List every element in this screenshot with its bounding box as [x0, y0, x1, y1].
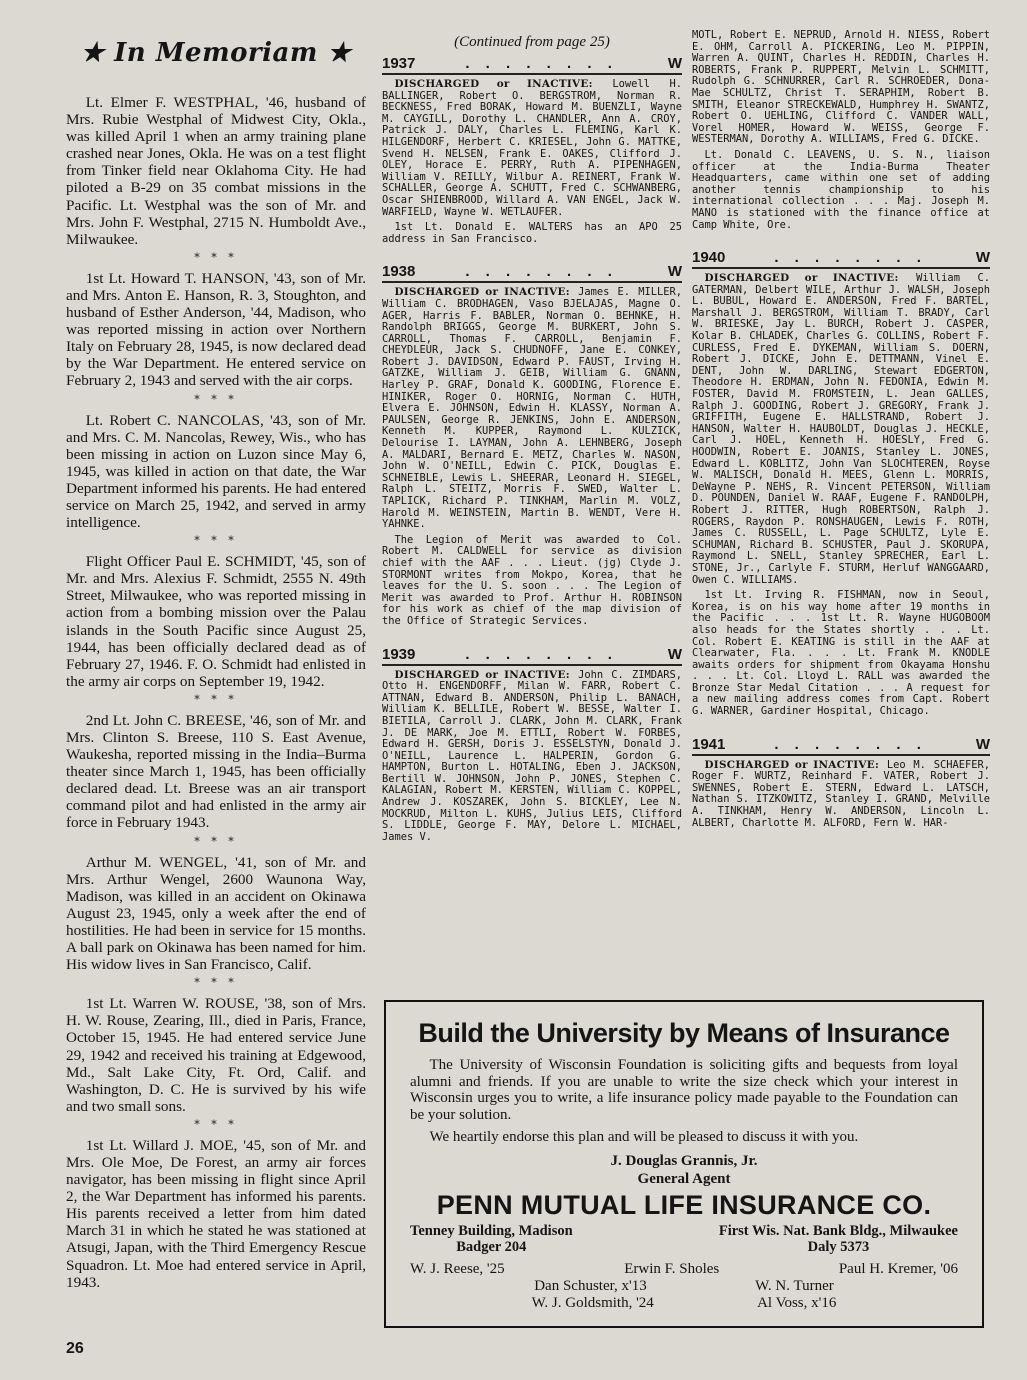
class-news-1937: [382, 79, 682, 218]
discharged-label: DISCHARGED or INACTIVE:: [704, 272, 899, 285]
class-letter: W: [975, 249, 990, 267]
class-news-text: Lowell H. BALLINGER, Robert O. BERGSTROM, Norman R. BECKNESS, Fred BORAK, Howard M. BUENZLI, Wayne M. CAYGILL, Dorothy L. CHANDLER, Ann A. CROY, Patrick J. DALY, Charles L. FLEMING, Karl K. HILGENDORF, Herbert C. KRIESEL, John G. MATTKE, Svend H. NELSEN, Frank E. OAKES, Clifford J. OLEY, Horace E. PERRY, Ruth A. PIPENHAGEN, William V. REILLY, Wilbur A. REINERT, Frank W. SCHALLER, George A. SCHUTT, Fred C. SCHWANBERG, Oscar SHIENBROOD, Willard A. VAN ENGEL, Jack W. WARFIELD, Wayne W. WETLAUFER.: [382, 78, 682, 218]
office-address: First Wis. Nat. Bank Bldg., Milwaukee: [718, 1222, 958, 1239]
continued-note: (Continued from page 25): [454, 34, 610, 50]
section-separator: * * *: [194, 976, 238, 990]
class-news-column-right: [692, 30, 990, 990]
section-separator: * * *: [194, 692, 238, 706]
agents-row: [410, 1295, 958, 1312]
ad-company-name: PENN MUTUAL LIFE INSURANCE CO.: [436, 1189, 932, 1220]
obituary-nancolas: Lt. Robert C. NANCOLAS, '43, son of Mr. and Mrs. C. M. Nancolas, Rewey, Wis., who has been missing in action on Luzon since May 6, 1945, was killed in action on that date, the War Department informed his parents. He had entered service on March 25, 1942, and served in army intelligence.: [66, 411, 366, 532]
leader-dots: . . . . . . . .: [774, 249, 927, 267]
class-news-1939-extra: Lt. Donald C. LEAVENS, U. S. N., liaison officer at the India-Burma Theater Headquarters, came within one set of adding another tennis championship to his international collection . . . Maj. Joseph M. MANO is stationed with the finance office at Camp White, Ore.: [692, 148, 990, 231]
office-phone: Daly 5373: [807, 1238, 870, 1255]
office-phone: Badger 204: [456, 1238, 527, 1255]
class-year: 1939: [382, 645, 416, 663]
obituary-rouse: 1st Lt. Warren W. ROUSE, '38, son of Mrs. H. W. Rouse, Zearing, Ill., died in Paris, France, October 15, 1945. He had entered service June 29, 1942 and received his training at Edgewood, Md., Salt Lake City, Ft. Ord, Calif. and Washington, D. C. He is survived by his wife and two small sons.: [66, 995, 366, 1115]
leader-dots: . . . . . . . .: [465, 263, 618, 281]
agents-row: [410, 1261, 958, 1278]
class-news-1940: [692, 273, 990, 586]
agent-name: W. J. Goldsmith, '24: [531, 1294, 654, 1311]
obituary-breese: 2nd Lt. John C. BREESE, '46, son of Mr. and Mrs. Clinton S. Breese, 110 S. East Avenue, Waukesha, reported missing in the India–Burma theater since March 1, 1945, has been officially declared dead. Lt. Breese was an air transport command pilot and had enlisted in the army air force in February 1943.: [66, 711, 366, 832]
class-letter: W: [975, 735, 990, 753]
ad-body-paragraph-1: The University of Wisconsin Foundation is soliciting gifts and bequests from loyal alumni and friends. If you are unable to write the size check which your interest in Wisconsin urges you to write, a life insurance policy made payable to the Foundation can be your solution.: [410, 1057, 958, 1123]
class-news-1939: [382, 670, 682, 844]
class-news-text: Leo M. SCHAEFER, Roger F. WURTZ, Reinhard F. VATER, Robert J. SWENNES, Robert E. STERN, Edward L. LATSCH, Nathan S. ITZKOWITZ, Stanley I. GRAND, Melville A. TINKHAM, Henry W. ANDERSON, Lincoln L. ALBERT, Charlotte M. ALFORD, Fern W. HAR-: [692, 758, 990, 829]
class-header-1940: [692, 249, 990, 269]
obituary-wengel: Arthur M. WENGEL, '41, son of Mr. and Mrs. Arthur Wengel, 2600 Waunona Way, Madison, was killed in an accident on Okinawa August 23, 1945, only a week after the end of hostilities. He had been in service for 15 months. A ball park on Okinawa has been named for him. His widow lives in San Francisco, Calif.: [66, 853, 366, 974]
class-letter: W: [667, 263, 682, 281]
class-header-1941: [692, 736, 990, 756]
leader-dots: . . . . . . . .: [465, 645, 618, 663]
section-separator: * * *: [194, 250, 238, 264]
class-letter: W: [667, 55, 682, 72]
ad-agents-list: [410, 1261, 958, 1312]
leader-dots: . . . . . . . .: [774, 735, 927, 753]
office-address: Tenney Building, Madison: [410, 1222, 573, 1239]
obituary-schmidt: Flight Officer Paul E. SCHMIDT, '45, son of Mr. and Mrs. Alexius F. Schmidt, 2555 N. 49th Street, Milwaukee, who was reported missing in action from a bombing mission over the Palau islands in the South Pacific since August 25, 1944, has been officially declared dead as of February 27, 1946. F. O. Schmidt had enlisted in the army air corps on September 19, 1942.: [66, 553, 366, 690]
ad-agent-title: General Agent: [637, 1170, 731, 1187]
class-news-1938: [382, 287, 682, 530]
discharged-label: DISCHARGED or INACTIVE:: [394, 78, 593, 90]
class-header-1939: [382, 646, 682, 666]
discharged-label: DISCHARGED or INACTIVE:: [394, 668, 570, 681]
class-news-text: James E. MILLER, William C. BRODHAGEN, Vaso BJELAJAS, Magne O. AGER, Harris F. BABLER, Norman O. BEHNKE, H. Randolph BRIGGS, George M. BURKERT, John S. CARROLL, Thomas F. CARROLL, Benjamin F. CHEYDLEUR, Jack S. CHUDNOFF, Jane E. CONKEY, Robert J. DAVIDSON, Edward P. FAUST, Irving H. GATZKE, William J. GEIB, William G. GNANN, Harley P. GRAF, Donald K. GOODING, Florence E. HINIKER, Roger O. HORNIG, Norman C. HUTH, Elvera E. JOHNSON, Edwin H. KLASSY, Norman A. PAULSEN, George R. JENKINS, John E. ANDERSON, Kenneth M. KUPPER, Raymond L. KULZICK, Delourise I. LAYMAN, John A. LEHNBERG, Joseph A. MALDARI, Bernard E. METZ, Charles W. NASON, John W. O'NEILL, Edwin C. PICK, Douglas E. SCHNEIBLE, Lewis L. SHEERAR, Leonard H. SIEGEL, Ralph L. STEITZ, Morris F. SWED, Walter L. TAPLICK, Richard P. TINKHAM, Marlin M. VOLZ, Harold M. WEINSTEIN, Martin B. WENDT, Vere H. YAHNKE.: [382, 286, 682, 531]
section-separator: * * *: [194, 834, 238, 848]
class-news-1938-extra: The Legion of Merit was awarded to Col. Robert M. CALDWELL for service as division chief with the AAF . . . Lieut. (jg) Clyde J. STORMONT writes from Mokpo, Korea, that he leaves for the U. S. soon . . . The Legion of Merit was awarded to Prof. Arthur H. ROBINSON for his work as chief of the map division of the Office of Strategic Services.: [382, 533, 682, 627]
page-number: 26: [66, 1340, 84, 1357]
section-separator: * * *: [194, 1117, 238, 1131]
class-news-text: John C. ZIMDARS, Otto H. ENGENDORFF, Milan W. FARR, Robert C. ATTNAN, Edward B. ANDERSON, Philip L. BANACH, William K. BELLILE, Robert W. BESSE, Walter I. BIETILA, Carroll J. CLARK, John M. CLARK, Frank J. DE MARK, Joe M. ETTLI, Robert W. FORBES, Edward H. GERSH, Doris J. ESSELSTYN, Donald J. O'NEILL, Laurence L. HALPERIN, Gordon G. HAMPTON, Burton L. HOTALING, Eben J. JACKSON, Bertill W. JOHNSON, John P. JONES, Stephen C. KALAGIAN, Robert M. KERSTEN, William C. KOPPEL, Andrew J. KOSZAREK, John S. BICKLEY, Lee N. MOCKRUD, Milton L. KUHS, Julius LEIS, Clifford S. LIDDLE, George F. MAY, Delore L. MICHAEL, James V.: [382, 668, 682, 843]
agent-name: Dan Schuster, x'13: [534, 1277, 647, 1294]
class-news-text: William C. GATERMAN, Delbert WILE, Arthur J. WALSH, Joseph L. BUBUL, Howard E. ANDERSON, Fred F. BARTEL, Marshall J. BERGSTROM, William T. BRADY, Carl W. BRIESKE, Jay L. BURCH, Robert J. CASPER, Kolar B. CHLADEK, Charles G. COLLINS, Robert F. CURLESS, Fred E. DYKEMAN, William S. DOERN, Robert J. DICKE, John E. DETTMANN, Vinel E. DENT, John W. DARLING, Stewart EDGERTON, Theodore H. ERDMAN, John N. FEDONIA, Edwin M. FOSTER, David M. FROMSTEIN, L. Jean GALLES, Ralph J. GOODING, Robert J. GREGORY, Frank J. GRIFFITH, Eugene E. HALLSTRAND, Robert J. HANSON, Walter H. HAUBOLDT, Douglas J. HECKLE, Carl J. HOEL, Kenneth H. HOESLY, Fred G. HOODWIN, Robert E. JOANIS, Stanley L. JONES, Edward L. KOBLITZ, John Van SLOCHTEREN, Royse W. MALISCH, Donald H. MEES, Glenn L. MORRIS, DeWayne P. NEHS, R. Vincent PETERSON, William D. POUNDEN, Daniel W. RAAF, Eugene F. RANDOLPH, Robert J. RITTER, Hugh ROBERTSON, Ralph J. ROGERS, Raydon P. RONSHAUGEN, Lewis F. ROTH, James C. RUSSELL, L. Page SCHULTZ, Lyle E. SCHUMAN, Richard B. SCHUSTER, Paul J. SKORUPA, Raymond L. SNELL, Stanley SPRECHER, Earl L. STONE, Jr., Carlyle F. STURM, Herluf WANGGAARD, Owen C. WILLIAMS.: [692, 272, 990, 586]
office-milwaukee: [719, 1223, 958, 1255]
obituary-moe: 1st Lt. Willard J. MOE, '45, son of Mr. and Mrs. Ole Moe, De Forest, an army air forces navigator, has been missing in flight since April 2, the War Department has informed his parents. His parents received a letter from him dated March 31 in which he stated he was stationed at Atsugi, Japan, with the Third Emergency Rescue Squadron. Lt. Moe had entered service in April, 1943.: [66, 1136, 366, 1291]
obituary-westphal: Lt. Elmer F. WESTPHAL, '46, husband of Mrs. Rubie Westphal of Midwest City, Okla., was killed April 1 when an army training plane crashed near Jones, Okla. He was on a test flight from Tinker field near Oklahoma City. He had piloted a B-29 on 35 combat missions in the Pacific. Lt. Westphal was the son of Mr. and Mrs. John F. Westphal, 2715 N. Humboldt Ave., Milwaukee.: [66, 94, 366, 248]
office-madison: [410, 1223, 573, 1255]
class-news-1937-extra: 1st Lt. Donald E. WALTERS has an APO 25 address in San Francisco.: [382, 221, 682, 245]
class-news-1939-continued: MOTL, Robert E. NEPRUD, Arnold H. NIESS, Robert E. OHM, Carroll A. PICKERING, Leo M. PIPPIN, Warren A. QUINT, Charles H. REDDIN, Charles H. ROBERTS, Frank P. RUPPERT, Melvin L. SCHMITT, Rudolph G. SCHNURRER, Carl R. SCHROEDER, Dona-Mae SCHULTZ, Christ T. SERAPHIM, Robert B. SMITH, Eleanor STRECKEWALD, Humphrey H. SWANTZ, Robert O. UEHLING, Clifford C. VANDER WALL, Vorel HOMER, Howard W. WEISS, George F. WESTERMAN, Dorothy A. WILLIAMS, Fred G. DICKE.: [692, 30, 990, 146]
class-year: 1937: [382, 55, 416, 72]
class-letter: W: [667, 645, 682, 663]
insurance-advertisement: [384, 1000, 984, 1328]
class-news-column-middle: [382, 30, 682, 990]
class-year: 1938: [382, 263, 416, 281]
in-memoriam-title: ★ In Memoriam ★: [80, 38, 352, 68]
discharged-label: DISCHARGED or INACTIVE:: [394, 286, 570, 299]
in-memoriam-column: [66, 30, 366, 1335]
ad-body-paragraph-2: We heartily endorse this plan and will be pleased to discuss it with you.: [429, 1129, 859, 1145]
agent-name: Paul H. Kremer, '06: [838, 1260, 958, 1277]
ad-headline: Build the University by Means of Insurance: [418, 1018, 950, 1048]
ad-agent-name: J. Douglas Grannis, Jr.: [610, 1152, 758, 1169]
agent-name: Erwin F. Sholes: [624, 1260, 720, 1277]
discharged-label: DISCHARGED or INACTIVE:: [704, 758, 880, 771]
agents-row: [410, 1278, 958, 1295]
agent-name: Al Voss, x'16: [757, 1294, 837, 1311]
obituary-hanson: 1st Lt. Howard T. HANSON, '43, son of Mr. and Mrs. Anton E. Hanson, R. 3, Stoughton, and husband of Esther Anderson, '44, Madison, who was reported missing in action over Northern Italy on February 28, 1945, is now declared dead by the War Department. He entered service on February 2, 1943 and served with the air corps.: [66, 269, 366, 390]
class-year: 1941: [692, 735, 726, 753]
section-separator: * * *: [194, 392, 238, 406]
class-header-1937: [382, 55, 682, 75]
agent-name: W. N. Turner: [755, 1277, 834, 1294]
section-separator: * * *: [194, 534, 238, 548]
class-news-1940-extra: 1st Lt. Irving R. FISHMAN, now in Seoul, Korea, is on his way home after 19 months in the Pacific . . . 1st Lt. R. Wayne HUGOBOOM also heads for the States shortly . . . Lt. Col. Robert E. KEATING is still in the AAF at Clearwater, Fla. . . . Lt. Frank M. KNODLE awaits orders for shipment from Okayama Honshu . . . Lt. Col. Lloyd L. RALL was awarded the Bronze Star Medal Citation . . . A request for a new mailing address comes from Capt. Robert G. WARNER, Gardiner Hospital, Chicago.: [692, 589, 990, 718]
class-news-1941: [692, 760, 990, 830]
ad-offices: [410, 1223, 958, 1255]
leader-dots: . . . . . . . .: [465, 55, 618, 72]
agent-name: W. J. Reese, '25: [410, 1260, 505, 1277]
class-header-1938: [382, 263, 682, 283]
class-year: 1940: [692, 249, 726, 267]
